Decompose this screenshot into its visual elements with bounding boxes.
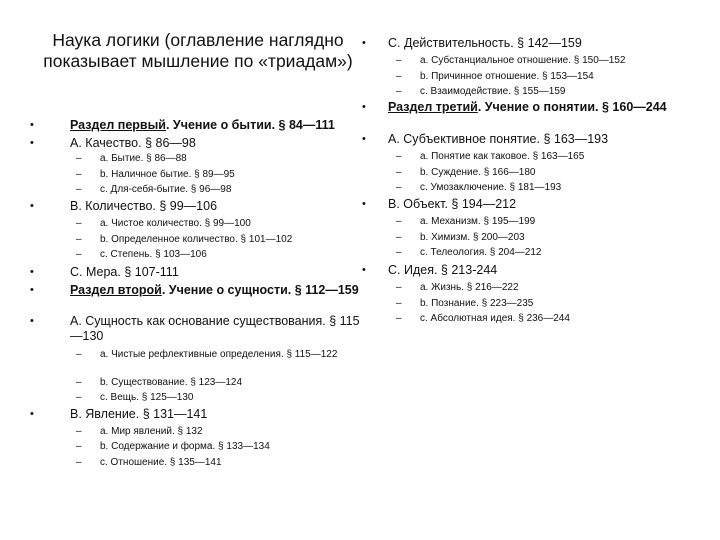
toc-sub-item: – a. Чистое количество. § 99—100 [76, 218, 251, 229]
toc-sub-item: – c. Отношение. § 135—141 [76, 457, 222, 468]
toc-sub-item: – b. Определенное количество. § 101—102 [76, 234, 293, 245]
section-2-label: Раздел второй [70, 283, 162, 297]
toc-sub-item: – b. Химизм. § 200—203 [396, 232, 525, 243]
bullet-icon: • [30, 315, 34, 327]
bullet-icon: • [30, 284, 34, 296]
toc-sub-item: – a. Чистые рефлективные определения. § 115—122 [76, 349, 338, 360]
dash-icon: – [396, 282, 402, 293]
toc-sub-item: – c. Для-себя-бытие. § 96—98 [76, 184, 232, 195]
page-title: Наука логики (оглавление наглядно показывает мышление по «триадам») [43, 30, 353, 71]
dash-icon: – [396, 86, 402, 97]
dash-icon: – [396, 232, 402, 243]
dash-icon: – [76, 392, 82, 403]
dash-icon: – [76, 184, 82, 195]
toc-sub-item: – a. Мир явлений. § 132 [76, 426, 203, 437]
toc-idea [362, 263, 672, 278]
section-1-label: Раздел первый [70, 118, 166, 132]
measure-title: C. Мера. § 107-111 [70, 265, 179, 279]
idea-title: C. Идея. § 213-244 [388, 263, 498, 277]
toc-sub-item: – b. Познание. § 223—235 [396, 298, 534, 309]
appearance-title: B. Явление. § 131—141 [70, 407, 208, 421]
bullet-icon: • [30, 408, 34, 420]
bullet-icon: • [362, 264, 366, 276]
toc-sub-item: – c. Умозаключение. § 181—193 [396, 182, 562, 193]
section-3-title: . Учение о понятии. § 160—244 [477, 100, 667, 114]
bullet-icon: • [30, 266, 34, 278]
bullet-icon: • [362, 133, 366, 145]
dash-icon: – [76, 426, 82, 437]
bullet-icon: • [362, 101, 366, 113]
bullet-icon: • [362, 198, 366, 210]
toc-quantity [30, 199, 360, 214]
section-1-title: . Учение о бытии. § 84—111 [165, 118, 335, 132]
toc-sub-item: – a. Субстанциальное отношение. § 150—152 [396, 55, 626, 66]
dash-icon: – [76, 218, 82, 229]
dash-icon: – [76, 377, 82, 388]
toc-sub-item: – b. Причинное отношение. § 153—154 [396, 71, 594, 82]
dash-icon: – [396, 313, 402, 324]
toc-object [362, 197, 672, 212]
dash-icon: – [396, 298, 402, 309]
bullet-icon: • [362, 37, 366, 49]
dash-icon: – [396, 247, 402, 258]
dash-icon: – [76, 234, 82, 245]
dash-icon: – [396, 151, 402, 162]
toc-sub-item: – b. Существование. § 123—124 [76, 377, 243, 388]
toc-sub-item: – c. Вещь. § 125—130 [76, 392, 194, 403]
toc-section-2 [30, 283, 360, 298]
dash-icon: – [396, 167, 402, 178]
subjective-concept-title: A. Субъективное понятие. § 163—193 [388, 132, 609, 146]
quality-title: A. Качество. § 86—98 [70, 136, 196, 150]
toc-sub-item: – c. Абсолютная идея. § 236—244 [396, 313, 570, 324]
section-3-label: Раздел третий [388, 100, 478, 114]
toc-sub-item: – c. Взаимодействие. § 155—159 [396, 86, 566, 97]
dash-icon: – [76, 153, 82, 164]
actuality-title: C. Действительность. § 142—159 [388, 36, 582, 50]
dash-icon: – [396, 71, 402, 82]
toc-sub-item: – a. Бытие. § 86—88 [76, 153, 187, 164]
toc-quality [30, 136, 360, 151]
bullet-icon: • [30, 137, 34, 149]
section-2-title: . Учение о сущности. § 112—159 [161, 283, 359, 297]
toc-actuality [362, 36, 672, 51]
toc-sub-item: – a. Механизм. § 195—199 [396, 216, 536, 227]
bullet-icon: • [30, 119, 34, 131]
dash-icon: – [396, 216, 402, 227]
toc-subjective-concept [362, 132, 672, 147]
essence-title: A. Сущность как основание существования. § 115—130 [70, 314, 360, 343]
toc-sub-item: – c. Степень. § 103—106 [76, 249, 207, 260]
toc-section-3 [362, 100, 672, 115]
toc-sub-item: – b. Наличное бытие. § 89—95 [76, 169, 235, 180]
bullet-icon: • [30, 200, 34, 212]
toc-sub-item: – b. Содержание и форма. § 133—134 [76, 441, 270, 452]
toc-appearance [30, 407, 360, 422]
dash-icon: – [76, 349, 82, 360]
quantity-title: B. Количество. § 99—106 [70, 199, 218, 213]
dash-icon: – [76, 457, 82, 468]
dash-icon: – [396, 182, 402, 193]
toc-sub-item: – a. Понятие как таковое. § 163—165 [396, 151, 585, 162]
toc-sub-item: – a. Жизнь. § 216—222 [396, 282, 519, 293]
toc-sub-item: – b. Суждение. § 166—180 [396, 167, 536, 178]
dash-icon: – [396, 55, 402, 66]
object-title: B. Объект. § 194—212 [388, 197, 517, 211]
toc-essence [30, 314, 360, 344]
dash-icon: – [76, 441, 82, 452]
toc-sub-item: – c. Телеология. § 204—212 [396, 247, 542, 258]
toc-measure [30, 265, 360, 280]
toc-section-1 [30, 118, 360, 133]
dash-icon: – [76, 249, 82, 260]
dash-icon: – [76, 169, 82, 180]
